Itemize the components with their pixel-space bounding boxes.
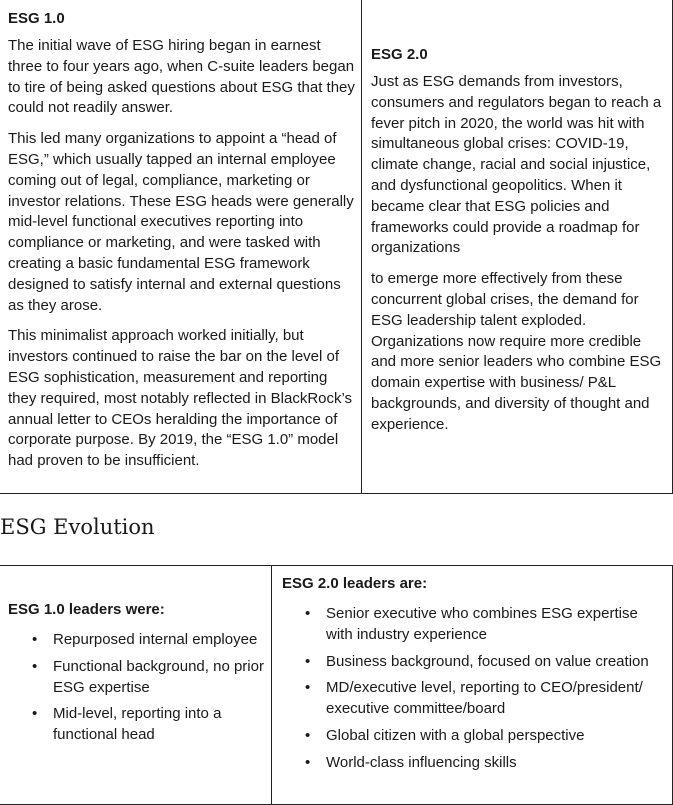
section-title: ESG Evolution: [0, 515, 155, 539]
esg-1-0-leaders-heading: ESG 1.0 leaders were:: [8, 601, 165, 618]
esg-2-0-paragraph-2: to emerge more effectively from these concurrent global crises, the demand for ESG leadership talent exploded. Organizations now require more credible and more senior leaders who combine ESG domain expertise with business/ P&L backgrounds, and diversity of thought and experience.: [371, 270, 662, 433]
bullet: •: [32, 657, 38, 675]
list-item: [32, 704, 266, 746]
esg-1-0-leaders-list: [8, 630, 266, 746]
list-item-text: Functional background, no prior ESG expertise: [53, 657, 264, 696]
esg-1-0-heading: ESG 1.0: [8, 10, 65, 27]
esg-2-0-cell: [371, 46, 667, 436]
list-item-text: MD/executive level, reporting to CEO/president/ executive committee/board: [326, 679, 643, 718]
bullet: •: [305, 753, 311, 771]
bullet: •: [32, 631, 38, 648]
list-item: [305, 678, 667, 720]
list-item-text: Mid-level, reporting into a functional head: [53, 705, 222, 744]
list-item: [305, 604, 667, 646]
list-item-text: Senior executive who combines ESG expertise with industry experience: [326, 605, 638, 643]
esg-2-0-leaders-list: [282, 604, 667, 774]
list-item: [305, 652, 667, 673]
esg-2-0-paragraph-1: Just as ESG demands from investors, consumers and regulators began to reach a fever pitch in 2020, the world was hit with simultaneous global crises: COVID-19, climate change, racial and social injustice, and dysfunctional geopolitics. When it became clear that ESG policies and frameworks could provide a roadmap for organizations: [371, 73, 662, 257]
esg-2-0-leaders-cell: [282, 575, 667, 774]
table-divider: [361, 0, 362, 494]
bullet: •: [32, 705, 38, 723]
bullet: •: [305, 726, 311, 744]
list-item-text: Repurposed internal employee: [53, 631, 258, 648]
esg-1-0-paragraph-2: This led many organizations to appoint a “head of ESG,” which usually tapped an internal employee coming out of legal, compliance, marketing or investor relations. These ESG heads were generally mid-level functional executives reporting into compliance or marketing, and were tasked with creating a basic fundamental ESG framework designed to satisfy internal and external questions as they arose.: [8, 130, 354, 314]
bullet: •: [305, 605, 311, 622]
esg-1-0-leaders-cell: [8, 601, 266, 746]
list-item: [32, 657, 266, 699]
list-item: [305, 753, 667, 774]
list-item-text: Global citizen with a global perspective: [326, 726, 585, 744]
esg-1-0-paragraph-3: This minimalist approach worked initially, but investors continued to raise the bar on the level of ESG sophistication, measurement and reporting they required, most notably reflected in BlackRock’s annual letter to CEOs heralding the importance of corporate purpose. By 2019, the “ESG 1.0” model had proven to be insufficient.: [8, 327, 353, 470]
esg-2-0-leaders-heading: ESG 2.0 leaders are:: [282, 575, 428, 592]
table-divider-2: [271, 565, 272, 805]
esg-1-0-cell: [8, 10, 356, 472]
list-item: [305, 726, 667, 747]
list-item-text: Business background, focused on value creation: [326, 652, 649, 670]
list-item: [32, 630, 266, 651]
bullet: •: [305, 679, 311, 697]
esg-1-0-paragraph-1: The initial wave of ESG hiring began in earnest three to four years ago, when C-suite leaders began to tire of being asked questions about ESG that they could not readily answer.: [8, 37, 355, 117]
bullet: •: [305, 652, 311, 670]
esg-2-0-heading: ESG 2.0: [371, 46, 428, 63]
list-item-text: World-class influencing skills: [326, 753, 517, 771]
